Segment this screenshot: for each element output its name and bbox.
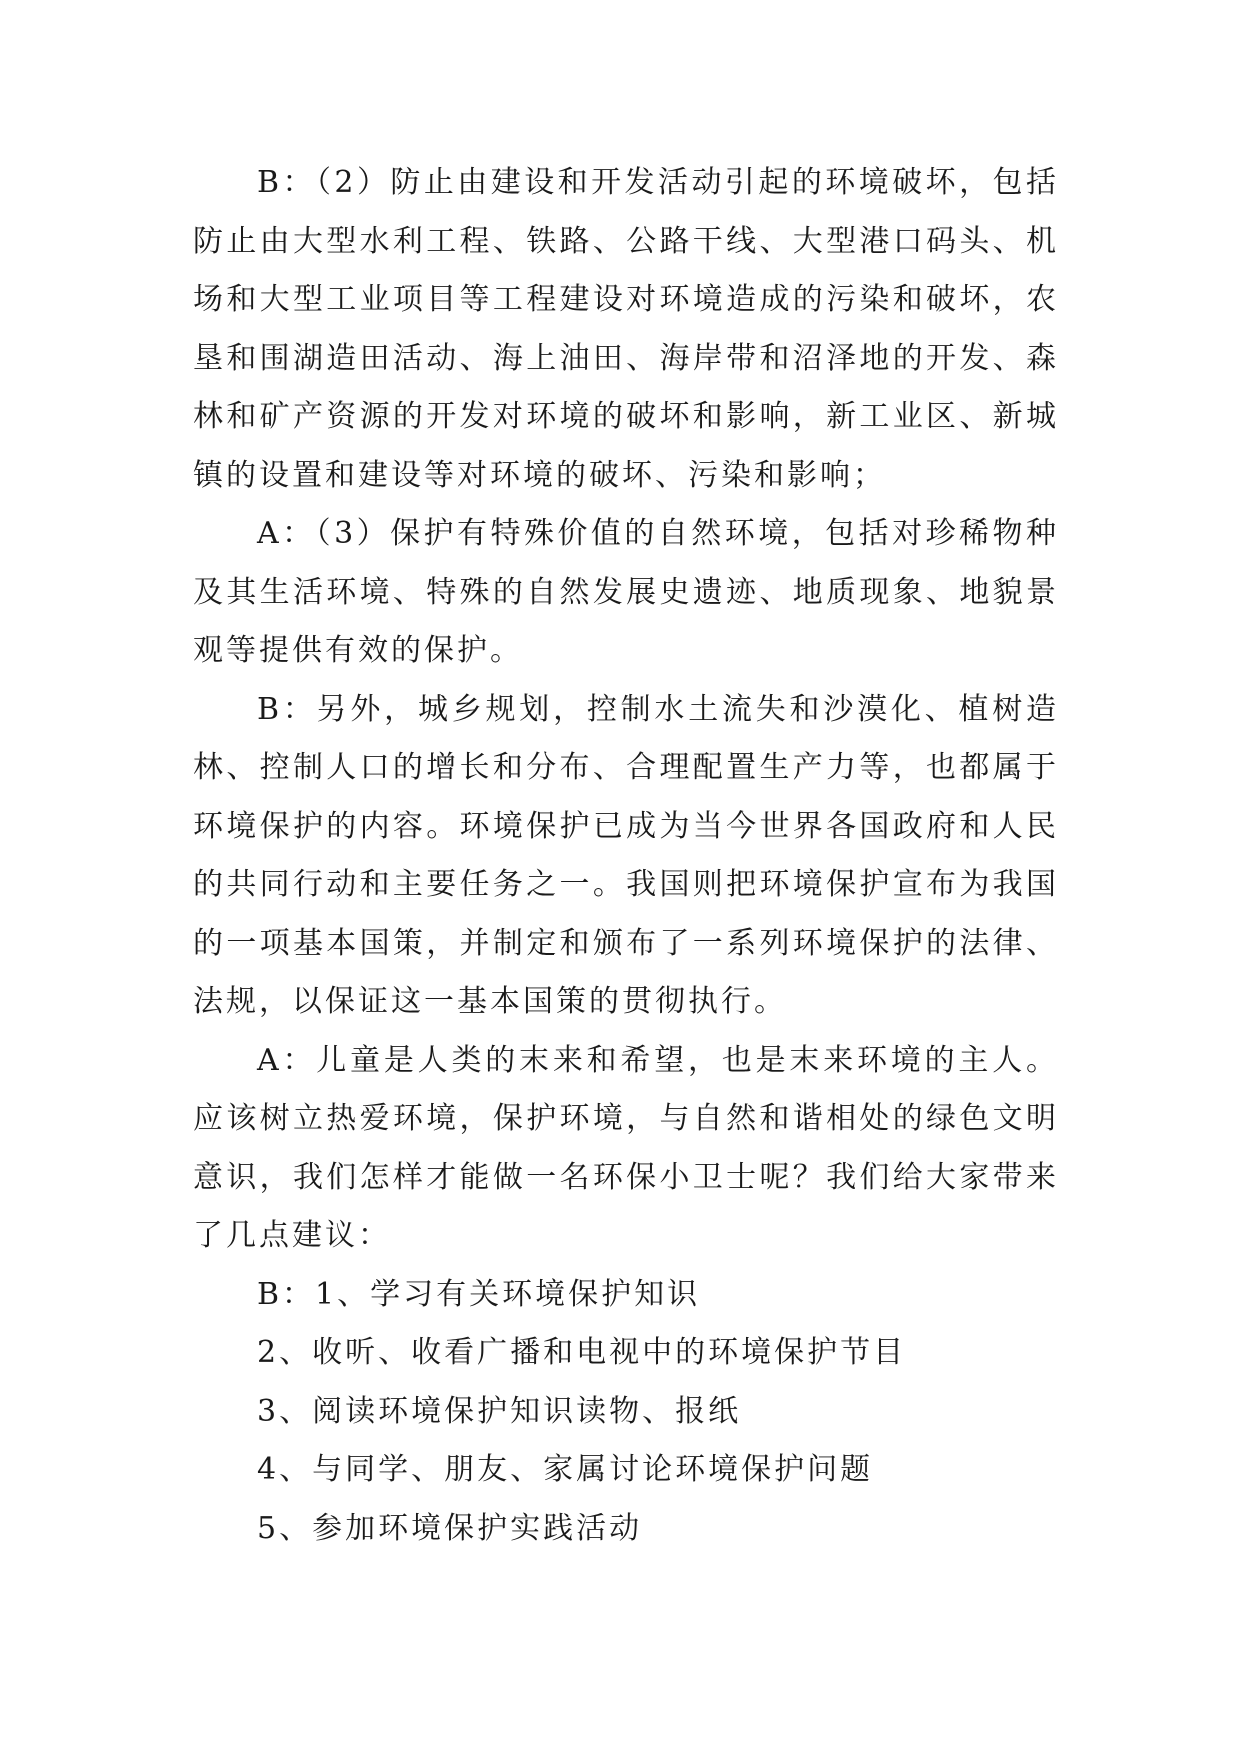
paragraph-children-suggestions: A：儿童是人类的末来和希望，也是末来环境的主人。应该树立热爱环境，保护环境，与自然和谐相处的绿色文明意识，我们怎样才能做一名环保小卫士呢？我们给大家带来了几点建议： <box>193 1042 1059 1253</box>
paragraph-protect-natural-environment: A：（3）保护有特殊价值的自然环境，包括对珍稀物种及其生活环境、特殊的自然发展史遗迹、地质现象、地貌景观等提供有效的保护。 <box>193 516 1059 668</box>
paragraph-prevent-construction-damage: B：（2）防止由建设和开发活动引起的环境破坏，包括防止由大型水利工程、铁路、公路干线、大型港口码头、机场和大型工业项目等工程建设对环境造成的污染和破坏，农垦和围湖造田活动、海上油田、海岸带和沼泽地的开发、森林和矿产资源的开发对环境的破坏和影响，新工业区、新城镇的设置和建设等对环境的破坏、污染和影响； <box>193 165 1059 493</box>
list-item-read-materials: 3、阅读环境保护知识读物、报纸 <box>257 1393 742 1429</box>
list-item-discuss-issues: 4、与同学、朋友、家属讨论环境保护问题 <box>257 1452 874 1487</box>
list-item-join-activities: 5、参加环境保护实践活动 <box>257 1510 643 1546</box>
paragraph-environmental-policy: B：另外，城乡规划，控制水土流失和沙漠化、植树造林、控制人口的增长和分布、合理配置生产力等，也都属于环境保护的内容。环境保护已成为当今世界各国政府和人民的共同行动和主要任务之一。我国则把环境保护宣布为我国的一项基本国策，并制定和颁布了一系列环境保护的法律、法规，以保证这一基本国策的贯彻执行。 <box>193 691 1059 1019</box>
document-body <box>193 154 1059 1558</box>
list-item-learn-knowledge: B：1、学习有关环境保护知识 <box>257 1276 701 1312</box>
list-item-watch-programs: 2、收听、收看广播和电视中的环境保护节目 <box>257 1335 907 1370</box>
